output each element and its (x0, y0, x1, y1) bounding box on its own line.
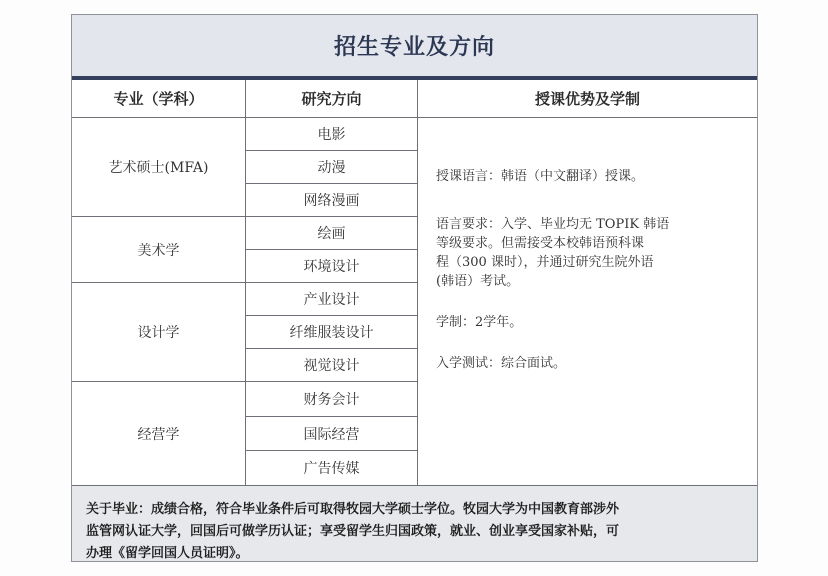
header-direction: 研究方向 (246, 80, 418, 118)
study-duration: 学制：2学年。 (436, 315, 523, 330)
majors-table (72, 80, 757, 486)
graduation-note-line-1: 关于毕业：成绩合格，符合毕业条件后可取得牧园大学硕士学位。牧园大学为中国教育部涉外 (86, 502, 620, 517)
graduation-note-line-2: 监管网认证大学，回国后可做学历认证；享受留学生归国政策，就业、创业享受国家补贴，可 (86, 524, 620, 539)
language-requirement-4: (韩语）考试。 (436, 274, 520, 289)
header-major: 专业（学科） (72, 80, 246, 118)
direction-accounting: 财务会计 (246, 382, 418, 417)
direction-painting: 绘画 (246, 217, 418, 250)
language-requirement-2: 等级要求。但需接受本校韩语预科课 (436, 236, 645, 251)
recruitment-table-frame (71, 14, 758, 562)
language-requirement-3: 程（300 课时），并通过研究生院外语 (436, 255, 654, 270)
direction-environmental-design: 环境设计 (246, 250, 418, 283)
direction-international-business: 国际经营 (246, 417, 418, 451)
header-advantage: 授课优势及学制 (418, 80, 757, 118)
title-bar (72, 15, 757, 80)
advantage-info (418, 118, 757, 486)
graduation-note-line-3: 办理《留学回国人员证明》。 (86, 546, 249, 561)
direction-industrial-design: 产业设计 (246, 283, 418, 316)
direction-webtoon: 网络漫画 (246, 184, 418, 217)
direction-film: 电影 (246, 118, 418, 151)
major-cell-design: 设计学 (72, 283, 246, 382)
direction-visual-design: 视觉设计 (246, 349, 418, 382)
graduation-note (72, 486, 757, 561)
teaching-language: 授课语言：韩语（中文翻译）授课。 (436, 169, 645, 184)
major-cell-fine-arts: 美术学 (72, 217, 246, 283)
direction-animation: 动漫 (246, 151, 418, 184)
entrance-exam: 入学测试：综合面试。 (436, 356, 567, 371)
language-requirement-1: 语言要求：入学、毕业均无 TOPIK 韩语 (436, 217, 670, 232)
major-cell-business: 经营学 (72, 382, 246, 486)
major-cell-mfa: 艺术硕士(MFA) (72, 118, 246, 217)
direction-fiber-fashion-design: 纤维服装设计 (246, 316, 418, 349)
page-title: 招生专业及方向 (333, 35, 495, 60)
direction-advertising-media: 广告传媒 (246, 451, 418, 486)
